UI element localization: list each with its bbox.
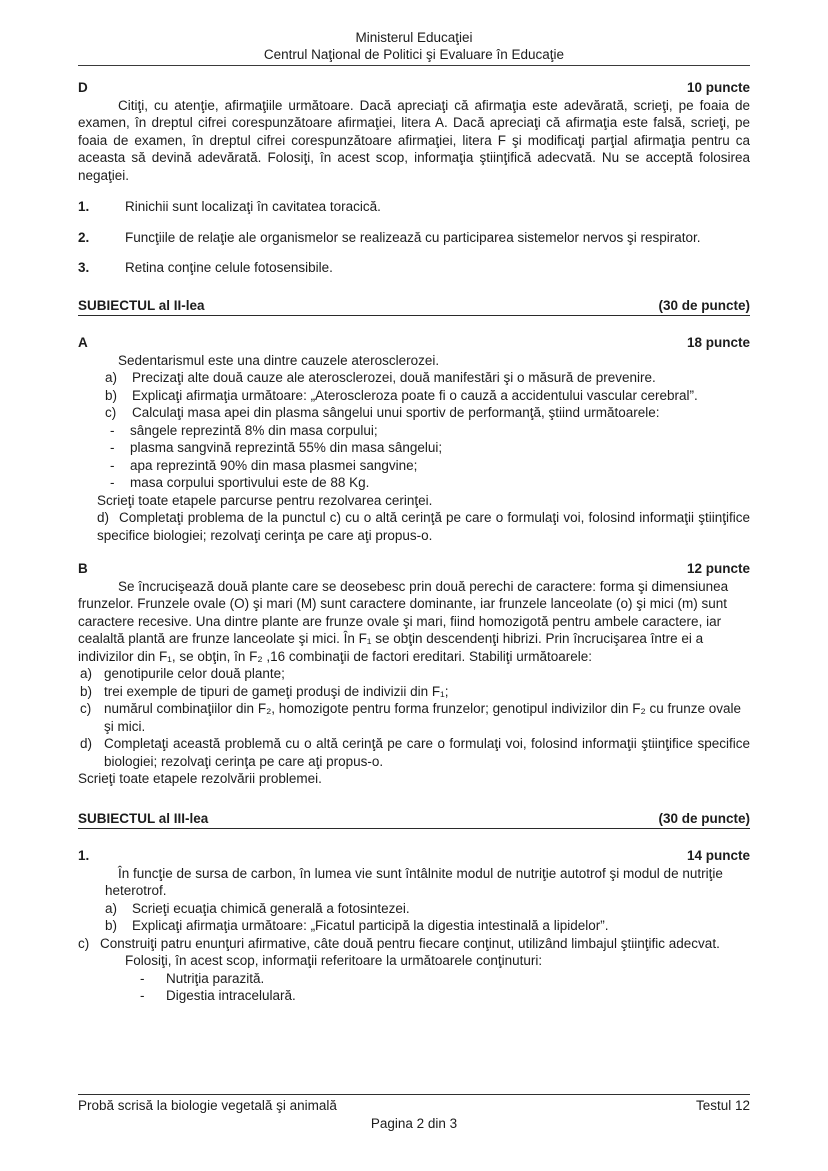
footer-page-number: Pagina 2 din 3 xyxy=(370,1115,458,1131)
part-a-c-sub-1-text: sângele reprezintă 8% din masa corpului; xyxy=(130,422,378,438)
header-ministry: Ministerul Educaţiei xyxy=(355,30,473,45)
part-a-c-sub-4-text: masa corpului sportivului este de 88 Kg. xyxy=(130,475,370,490)
section-d-points: 10 puncte xyxy=(686,80,750,95)
question-1-item-c-text: Construiţi patru enunţuri afirmative, câte două pentru fiecare conţinut, utilizând limbajul ştiinţific adecvat. xyxy=(100,935,720,951)
part-a-item-c-marker: c) xyxy=(105,405,117,420)
dash-bullet: - xyxy=(110,475,115,490)
question-1-intro: În funcţie de sursa de carbon, în lumea vie sunt întâlnite modul de nutriţie autotrof şi modul de nutriţie heterotrof. xyxy=(105,865,723,898)
question-1-item-b-text: Explicaţi afirmaţia următoare: „Ficatul participă la digestia intestinală a lipidelor”. xyxy=(132,918,609,933)
part-b-heading-row xyxy=(78,560,750,578)
question-1-sub-1-text: Nutriţia parazită. xyxy=(166,970,265,986)
header-national-center: Centrul Naţional de Politici şi Evaluare în Educaţie xyxy=(263,46,565,62)
part-a-c-sub-4 xyxy=(78,474,750,492)
part-a-heading-row xyxy=(78,334,750,352)
part-a-item-a-marker: a) xyxy=(105,370,118,385)
question-1-sub-2 xyxy=(78,987,750,1005)
dash-bullet: - xyxy=(110,422,115,438)
question-1-sub-2-text: Digestia intracelulară. xyxy=(166,988,296,1003)
question-1-heading-row xyxy=(78,847,750,865)
question-1-item-a xyxy=(78,900,750,918)
part-a-item-d-marker: d) xyxy=(97,510,110,525)
statement-3-number: 3. xyxy=(78,260,90,275)
statement-3-text: Retina conţine celule fotosensibile. xyxy=(125,260,333,275)
part-a-c-sub-1 xyxy=(78,422,750,440)
footer-exam-type: Probă scrisă la biologie vegetală şi animală xyxy=(78,1098,337,1113)
part-a-c-sub-2 xyxy=(78,439,750,457)
section-d-instructions: Citiţi, cu atenţie, afirmaţiile următoare. Dacă apreciaţi că afirmaţia este adevărată, scrieţi, pe foaia de examen, în dreptul cifrei corespunzătoare afirmaţiei, litera A. Dacă apreciaţi că afirmaţia este falsă, scrieţi, pe foaia de examen, în dreptul cifrei corespunzătoare afirmaţiei, litera F şi modificaţi parţial afirmaţia pentru ca aceasta să devină adevărată. Folosiţi, în acest scop, informaţia ştiinţifică adecvată. Nu se acceptă folosirea negaţiei. xyxy=(78,97,750,183)
dash-bullet: - xyxy=(140,988,145,1003)
question-1-label: 1. xyxy=(78,848,90,863)
part-b-item-d xyxy=(78,735,750,770)
subject-2-heading-row xyxy=(78,297,750,317)
part-b-points: 12 puncte xyxy=(686,561,750,576)
part-b-note: Scrieţi toate etapele rezolvării problemei. xyxy=(78,771,322,786)
part-b-intro: Se încrucişează două plante care se deosebesc prin două perechi de caractere: forma şi dimensiunea frunzelor. Frunzele ovale (O) şi mari (M) sunt caractere dominante, iar frunzele lanceolate (o) şi mici (m) sunt caractere recesive. Una dintre plante are frunze ovale şi mari, fiind homozigotă pentru ambele caractere, iar cealaltă plantă are frunze lanceolate şi mici. În F₁ se obţin descendenţi hibrizi. Prin încrucişarea între ei a indivizilor din F₁, se obţin, în F₂ ,16 combinaţii de factori ereditari. Stabiliţi următoarele: xyxy=(78,578,729,664)
section-d xyxy=(78,79,750,277)
part-b-item-b xyxy=(78,683,750,701)
document-footer xyxy=(78,1094,750,1132)
part-a-intro: Sedentarismul este una dintre cauzele aterosclerozei. xyxy=(118,352,440,368)
part-a-c-sub-3 xyxy=(78,457,750,475)
dash-bullet: - xyxy=(140,970,145,986)
part-a-c-sub-3-text: apa reprezintă 90% din masa plasmei sangvine; xyxy=(130,457,418,473)
part-b-item-a-marker: a) xyxy=(80,666,93,681)
statement-2-text: Funcţiile de relaţie ale organismelor se realizează cu participarea sistemelor nervos şi respirator. xyxy=(125,229,701,245)
statement-2 xyxy=(78,229,750,247)
footer-test-number: Testul 12 xyxy=(695,1098,750,1113)
part-a-item-c xyxy=(78,404,750,422)
part-b-item-d-text: Completaţi această problemă cu o altă cerinţă pe care o formulaţi voi, folosind informaţii ştiinţifice specifice biologiei; rezolvaţi cerinţa pe care aţi propus-o. xyxy=(104,736,750,769)
dash-bullet: - xyxy=(110,457,115,473)
question-1-sub-1 xyxy=(78,970,750,988)
part-b-item-c xyxy=(78,700,750,735)
section-d-heading-row xyxy=(78,79,750,97)
question-1-item-b xyxy=(78,917,750,935)
part-a-item-d-text: Completaţi problema de la punctul c) cu o altă cerinţă pe care o formulaţi voi, folosind informaţii ştiinţifice specifice biologiei; rezolvaţi cerinţa pe care aţi propus-o. xyxy=(97,510,750,543)
part-b-item-b-text: trei exemple de tipuri de gameţi produşi de indivizii din F₁; xyxy=(104,683,449,699)
subject-2-part-a xyxy=(78,334,750,544)
question-1-points: 14 puncte xyxy=(686,848,750,863)
subject-3-points: (30 de puncte) xyxy=(658,810,750,826)
part-b-item-b-marker: b) xyxy=(80,683,93,699)
section-d-label: D xyxy=(78,80,88,95)
statement-2-number: 2. xyxy=(78,229,90,245)
part-a-label: A xyxy=(78,335,88,350)
part-b-item-d-marker: d) xyxy=(80,736,93,751)
question-1-note: Folosiţi, în acest scop, informaţii referitoare la următoarele conţinuturi: xyxy=(125,953,543,968)
part-b-item-a xyxy=(78,665,750,683)
statement-1 xyxy=(78,198,750,216)
question-1-item-b-marker: b) xyxy=(105,918,118,933)
part-a-item-b-marker: b) xyxy=(105,387,118,403)
part-a-item-a xyxy=(78,369,750,387)
dash-bullet: - xyxy=(110,440,115,455)
statement-1-text: Rinichii sunt localizaţi în cavitatea toracică. xyxy=(125,199,381,214)
statement-1-number: 1. xyxy=(78,199,90,214)
question-1-item-c-marker: c) xyxy=(78,935,90,951)
footer-row xyxy=(78,1097,750,1115)
subject-3-title: SUBIECTUL al III-lea xyxy=(78,810,209,826)
statement-3 xyxy=(78,259,750,277)
part-a-item-a-text: Precizaţi alte două cauze ale aterosclerozei, două manifestări şi o măsură de prevenire. xyxy=(132,370,656,385)
part-a-item-b-text: Explicaţi afirmaţia următoare: „Ateroscleroza poate fi o cauză a accidentului vascular cerebral”. xyxy=(132,387,698,403)
question-1-item-a-marker: a) xyxy=(105,900,118,916)
part-a-c-sub-2-text: plasma sangvină reprezintă 55% din masa sângelui; xyxy=(130,440,443,455)
part-b-item-c-marker: c) xyxy=(80,701,92,716)
part-b-label: B xyxy=(78,561,88,576)
subject-2-points: (30 de puncte) xyxy=(658,297,750,313)
part-a-points: 18 puncte xyxy=(686,335,750,350)
question-1-item-c xyxy=(78,935,750,953)
part-a-item-d xyxy=(78,509,750,544)
document-header xyxy=(78,30,750,66)
subject-3-question-1 xyxy=(78,847,750,1005)
part-a-note: Scrieţi toate etapele parcurse pentru rezolvarea cerinţei. xyxy=(97,492,433,508)
part-a-item-b xyxy=(78,387,750,405)
subject-3-heading-row xyxy=(78,810,750,830)
part-b-item-a-text: genotipurile celor două plante; xyxy=(104,666,285,681)
question-1-item-a-text: Scrieţi ecuaţia chimică generală a fotosintezei. xyxy=(132,900,410,916)
part-b-item-c-text: numărul combinaţiilor din F₂, homozigote pentru forma frunzelor; genotipul indivizilor din F₂ cu frunze ovale şi mici. xyxy=(104,701,742,734)
part-a-item-c-text: Calculaţi masa apei din plasma sângelui unui sportiv de performanţă, ştiind următoarele: xyxy=(132,405,660,420)
subject-2-title: SUBIECTUL al II-lea xyxy=(78,297,205,313)
subject-2-part-b xyxy=(78,560,750,788)
